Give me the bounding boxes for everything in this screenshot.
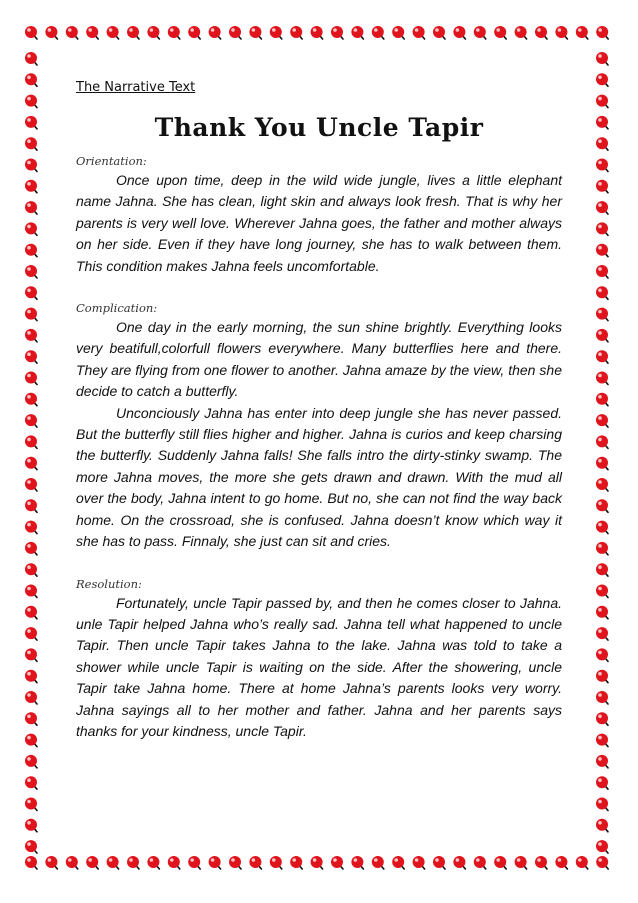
red-lollipop-icon (596, 478, 608, 491)
red-lollipop-icon (596, 734, 608, 747)
red-lollipop-icon (372, 856, 384, 869)
red-lollipop-icon (596, 840, 608, 853)
section-orientation (76, 154, 562, 277)
red-lollipop-icon (25, 499, 37, 512)
red-lollipop-icon (474, 856, 486, 869)
red-lollipop-icon (392, 26, 404, 39)
red-lollipop-icon (596, 856, 608, 869)
red-lollipop-icon (25, 457, 37, 470)
red-lollipop-icon (127, 856, 139, 869)
red-lollipop-icon (25, 159, 37, 172)
red-lollipop-icon (25, 116, 37, 129)
red-lollipop-icon (25, 435, 37, 448)
red-lollipop-icon (596, 329, 608, 342)
red-lollipop-icon (494, 856, 506, 869)
red-lollipop-icon (555, 856, 567, 869)
red-lollipop-icon (25, 329, 37, 342)
red-lollipop-icon (535, 26, 547, 39)
red-lollipop-icon (596, 222, 608, 235)
red-lollipop-icon (25, 670, 37, 683)
red-lollipop-icon (596, 499, 608, 512)
red-lollipop-icon (45, 26, 57, 39)
document-type-label: The Narrative Text (76, 80, 196, 95)
red-lollipop-icon (453, 26, 465, 39)
section-heading-complication: Complication: (76, 301, 158, 316)
red-lollipop-icon (596, 691, 608, 704)
section-heading-orientation: Orientation: (76, 154, 147, 168)
red-lollipop-icon (25, 627, 37, 640)
red-lollipop-icon (596, 755, 608, 768)
red-lollipop-icon (168, 856, 180, 869)
red-lollipop-icon (413, 856, 425, 869)
complication-paragraph-2: Unconciously Jahna has enter into deep jungle she has never passed. But the butterfly still flies higher and higher. Jahna is curios and keep charsing the butterfly. Suddenly Jahna falls! She falls intro the dirty-stinky swamp. The more Jahna moves, the more she gets drawn and drawn. With the mud all over the body, Jahna intent to go home. But no, she can not find the way back home. On the crossroad, she is confused. Jahna doesn’t know which way it she has to pass. Finnaly, she just can sit and cries. (76, 404, 562, 550)
red-lollipop-icon (127, 26, 139, 39)
orientation-paragraph: Once upon time, deep in the wild wide jungle, lives a little elephant name Jahna. She has clean, light skin and always look fresh. That is why her parents is very well love. Wherever Jahna goes, the father and mother always on her side. Even if they have long journey, she has to walk between them. This condition makes Jahna feels uncomfortable. (76, 172, 562, 274)
red-lollipop-icon (290, 26, 302, 39)
red-lollipop-icon (25, 712, 37, 725)
red-lollipop-icon (331, 856, 343, 869)
red-lollipop-icon (596, 776, 608, 789)
red-lollipop-icon (107, 856, 119, 869)
red-lollipop-icon (25, 73, 37, 86)
red-lollipop-icon (25, 265, 37, 278)
red-lollipop-icon (596, 798, 608, 811)
red-lollipop-icon (535, 856, 547, 869)
red-lollipop-icon (596, 670, 608, 683)
red-lollipop-icon (596, 286, 608, 299)
red-lollipop-icon (209, 26, 221, 39)
red-lollipop-icon (596, 712, 608, 725)
red-lollipop-icon (25, 478, 37, 491)
red-lollipop-icon (25, 521, 37, 534)
red-lollipop-icon (25, 286, 37, 299)
red-lollipop-icon (596, 95, 608, 108)
red-lollipop-icon (596, 648, 608, 661)
red-lollipop-icon (25, 563, 37, 576)
red-lollipop-icon (229, 856, 241, 869)
red-lollipop-icon (433, 856, 445, 869)
red-lollipop-icon (596, 542, 608, 555)
red-lollipop-icon (25, 222, 37, 235)
story-title: Thank You Uncle Tapir (154, 113, 484, 142)
red-lollipop-icon (25, 244, 37, 257)
red-lollipop-icon (596, 585, 608, 598)
red-lollipop-icon (596, 350, 608, 363)
red-lollipop-icon (25, 691, 37, 704)
red-lollipop-icon (25, 856, 37, 869)
red-lollipop-icon (249, 26, 261, 39)
red-lollipop-icon (25, 414, 37, 427)
red-lollipop-icon (25, 180, 37, 193)
red-lollipop-icon (331, 26, 343, 39)
red-lollipop-icon (596, 819, 608, 832)
red-lollipop-icon (188, 856, 200, 869)
red-lollipop-icon (270, 26, 282, 39)
red-lollipop-icon (351, 856, 363, 869)
red-lollipop-icon (25, 542, 37, 555)
red-lollipop-icon (25, 585, 37, 598)
red-lollipop-icon (596, 159, 608, 172)
red-lollipop-icon (596, 73, 608, 86)
red-lollipop-icon (576, 26, 588, 39)
resolution-paragraph: Fortunately, uncle Tapir passed by, and then he comes closer to Jahna. unle Tapir helped Jahna who’s really sad. Jahna tell what happened to uncle Tapir. Then uncle Tapir takes Jahna to the lake. Jahna was told to take a shower while uncle Tapir is waiting on the side. After the showering, uncle Tapir take Jahna home. There at home Jahna’s parents looks very worry. Jahna sayings all to her mother and father. Jahna and her parents says thanks for your kindness, uncle Tapir. (76, 594, 562, 739)
red-lollipop-icon (351, 26, 363, 39)
red-lollipop-icon (25, 201, 37, 214)
red-lollipop-icon (25, 95, 37, 108)
red-lollipop-icon (25, 350, 37, 363)
red-lollipop-icon (25, 755, 37, 768)
red-lollipop-icon (515, 26, 527, 39)
red-lollipop-icon (25, 52, 37, 65)
red-lollipop-icon (290, 856, 302, 869)
complication-paragraph-1: One day in the early morning, the sun shine brightly. Everything looks very beatifull,colorfull flowers everywhere. Many butterflies here and there. They are flying from one flower to another. Jahna amaze by the view, then she decide to catch a butterfly. (76, 319, 562, 400)
red-lollipop-icon (25, 393, 37, 406)
red-lollipop-icon (596, 435, 608, 448)
red-lollipop-icon (25, 840, 37, 853)
red-lollipop-icon (86, 26, 98, 39)
red-lollipop-icon (209, 856, 221, 869)
red-lollipop-icon (229, 26, 241, 39)
red-lollipop-icon (25, 26, 37, 39)
red-lollipop-icon (596, 393, 608, 406)
red-lollipop-icon (392, 856, 404, 869)
red-lollipop-icon (147, 26, 159, 39)
section-heading-resolution: Resolution: (76, 576, 142, 591)
red-lollipop-icon (596, 627, 608, 640)
red-lollipop-icon (25, 734, 37, 747)
red-lollipop-icon (168, 26, 180, 39)
section-complication (76, 301, 562, 552)
red-lollipop-icon (147, 856, 159, 869)
red-lollipop-icon (596, 457, 608, 470)
red-lollipop-icon (555, 26, 567, 39)
red-lollipop-icon (311, 26, 323, 39)
red-lollipop-icon (66, 26, 78, 39)
red-lollipop-icon (596, 414, 608, 427)
red-lollipop-icon (25, 798, 37, 811)
red-lollipop-icon (372, 26, 384, 39)
red-lollipop-icon (596, 563, 608, 576)
red-lollipop-icon (576, 856, 588, 869)
red-lollipop-icon (596, 201, 608, 214)
red-lollipop-icon (413, 26, 425, 39)
red-lollipop-icon (596, 521, 608, 534)
red-lollipop-icon (596, 52, 608, 65)
red-lollipop-icon (596, 265, 608, 278)
red-lollipop-icon (596, 606, 608, 619)
section-resolution (76, 577, 562, 743)
red-lollipop-icon (86, 856, 98, 869)
document-page (76, 80, 562, 742)
red-lollipop-icon (66, 856, 78, 869)
red-lollipop-icon (25, 372, 37, 385)
red-lollipop-icon (25, 137, 37, 150)
red-lollipop-icon (45, 856, 57, 869)
red-lollipop-icon (596, 372, 608, 385)
red-lollipop-icon (596, 137, 608, 150)
red-lollipop-icon (453, 856, 465, 869)
red-lollipop-icon (494, 26, 506, 39)
red-lollipop-icon (25, 776, 37, 789)
red-lollipop-icon (249, 856, 261, 869)
red-lollipop-icon (596, 116, 608, 129)
red-lollipop-icon (107, 26, 119, 39)
red-lollipop-icon (596, 26, 608, 39)
red-lollipop-icon (270, 856, 282, 869)
red-lollipop-icon (433, 26, 445, 39)
red-lollipop-icon (25, 606, 37, 619)
red-lollipop-icon (311, 856, 323, 869)
red-lollipop-icon (188, 26, 200, 39)
red-lollipop-icon (25, 819, 37, 832)
red-lollipop-icon (596, 180, 608, 193)
red-lollipop-icon (596, 308, 608, 321)
red-lollipop-icon (515, 856, 527, 869)
red-lollipop-icon (25, 308, 37, 321)
red-lollipop-icon (25, 648, 37, 661)
red-lollipop-icon (596, 244, 608, 257)
red-lollipop-icon (474, 26, 486, 39)
